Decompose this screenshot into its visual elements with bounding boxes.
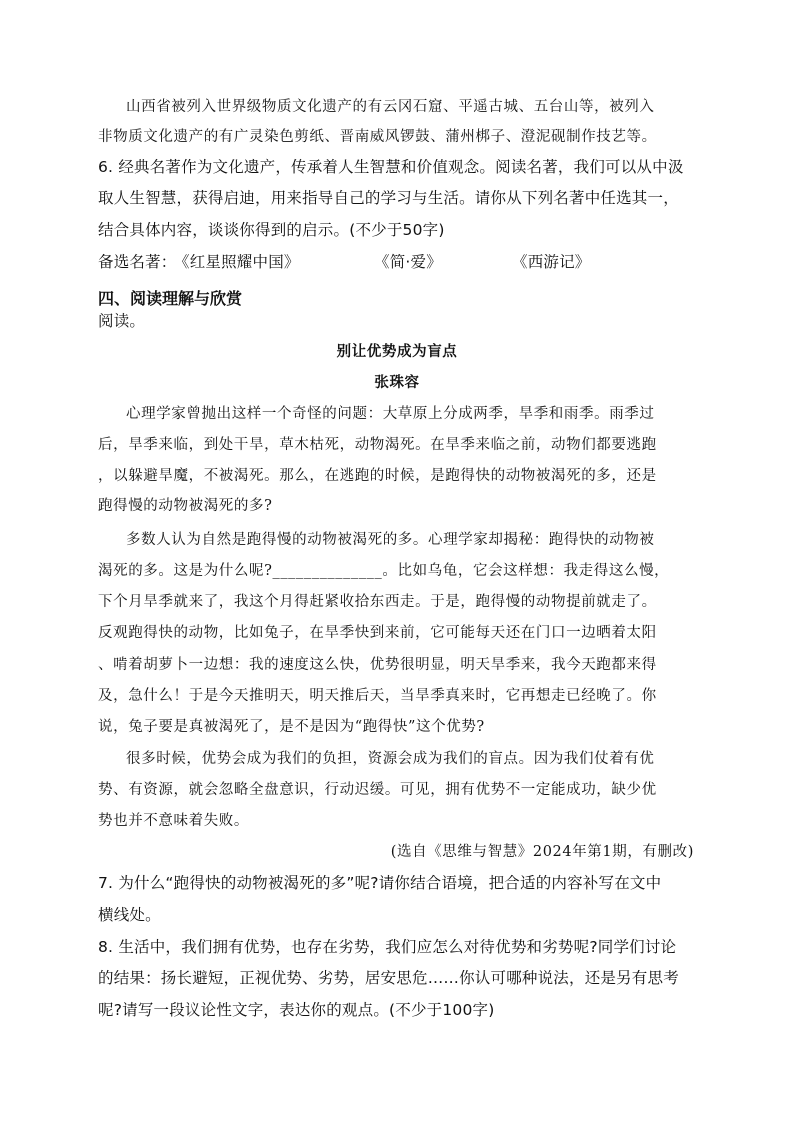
article-author: 张珠容 <box>374 374 420 391</box>
article-p3-line-3: 势也并不意味着失败。 <box>98 813 249 829</box>
article-p2-line-3: 下个月旱季就来了，我这个月得赶紧收拾东西走。于是，跑得慢的动物提前就走了。 <box>98 594 657 610</box>
article-p2-line-4: 反观跑得快的动物，比如兔子，在旱季快到来前，它可能每天还在门口一边晒着太阳 <box>98 625 657 641</box>
question-6-options <box>98 251 698 273</box>
question-8-line-3: 呢?请写一段议论性文字，表达你的观点。(不少于100字) <box>98 1001 495 1019</box>
article-source: (选自《思维与智慧》2024年第1期，有删改) <box>390 844 694 860</box>
article-p1-line-4: 跑得慢的动物被渴死的多? <box>98 498 273 514</box>
option-book-3: 《西游记》 <box>512 253 591 271</box>
article-p2-line-5: 、啃着胡萝卜一边想：我的速度这么快，优势很明显，明天旱季来，我今天跑都来得 <box>98 657 657 673</box>
article-p2-line-1: 多数人认为自然是跑得慢的动物被渴死的多。心理学家却揭秘：跑得快的动物被 <box>126 532 655 548</box>
article-p2-line-7: 说，兔子要是真被渴死了，是不是因为“跑得快”这个优势? <box>98 719 485 735</box>
question-7-line-1: 7. 为什么“跑得快的动物被渴死的多”呢?请你结合语境，把合适的内容补写在文中 <box>98 874 662 892</box>
excerpt-line-1: 山西省被列入世界级物质文化遗产的有云冈石窟、平遥古城、五台山等，被列入 <box>126 99 655 115</box>
question-8-line-2: 的结果：扬长避短，正视优势、劣势，居安思危……你认可哪种说法，还是另有思考 <box>98 969 679 987</box>
section-instruction: 阅读。 <box>98 312 146 330</box>
article-p3-line-1: 很多时候，优势会成为我们的负担，资源会成为我们的盲点。因为我们仗着有优 <box>126 751 655 767</box>
section-heading: 四、阅读理解与欣赏 <box>98 289 243 308</box>
article-p3-line-2: 势、有资源，就会忽略全盘意识，行动迟缓。可见，拥有优势不一定能成功，缺少优 <box>98 782 657 798</box>
excerpt-line-2: 非物质文化遗产的有广灵染色剪纸、晋南威风锣鼓、蒲州梆子、澄泥砚制作技艺等。 <box>98 129 657 145</box>
article-p1-line-2: 后，旱季来临，到处干旱，草木枯死，动物渴死。在旱季来临之前，动物们都要逃跑 <box>98 437 657 453</box>
article-p1-line-3: ，以躲避旱魔，不被渴死。那么，在逃跑的时候，是跑得快的动物被渴死的多，还是 <box>98 468 657 484</box>
option-book-1: 《红星照耀中国》 <box>174 253 300 271</box>
article-p2-line-2: 渴死的多。这是为什么呢?______________。比如乌龟，它会这样想：我走得这么慢， <box>98 563 670 579</box>
article-title: 别让优势成为盲点 <box>336 343 458 360</box>
option-book-2: 《简·爱》 <box>374 253 442 271</box>
options-label: 备选名著： <box>98 253 177 271</box>
article-p2-line-6: 及，急什么！于是今天推明天，明天推后天，当旱季真来时，它再想走已经晚了。你 <box>98 688 657 704</box>
question-6-line-2: 取人生智慧，获得启迪，用来指导自己的学习与生活。请你从下列名著中任选其一， <box>98 189 679 207</box>
question-7-line-2: 横线处。 <box>98 906 161 924</box>
question-6-line-3: 结合具体内容，谈谈你得到的启示。(不少于50字) <box>98 221 445 239</box>
question-6-line-1: 6. 经典名著作为文化遗产，传承着人生智慧和价值观念。阅读名著，我们可以从中汲 <box>98 158 684 176</box>
question-8-line-1: 8. 生活中，我们拥有优势，也存在劣势，我们应怎么对待优势和劣势呢?同学们讨论 <box>98 938 677 956</box>
article-p1-line-1: 心理学家曾抛出这样一个奇怪的问题：大草原上分成两季，旱季和雨季。雨季过 <box>126 406 655 422</box>
